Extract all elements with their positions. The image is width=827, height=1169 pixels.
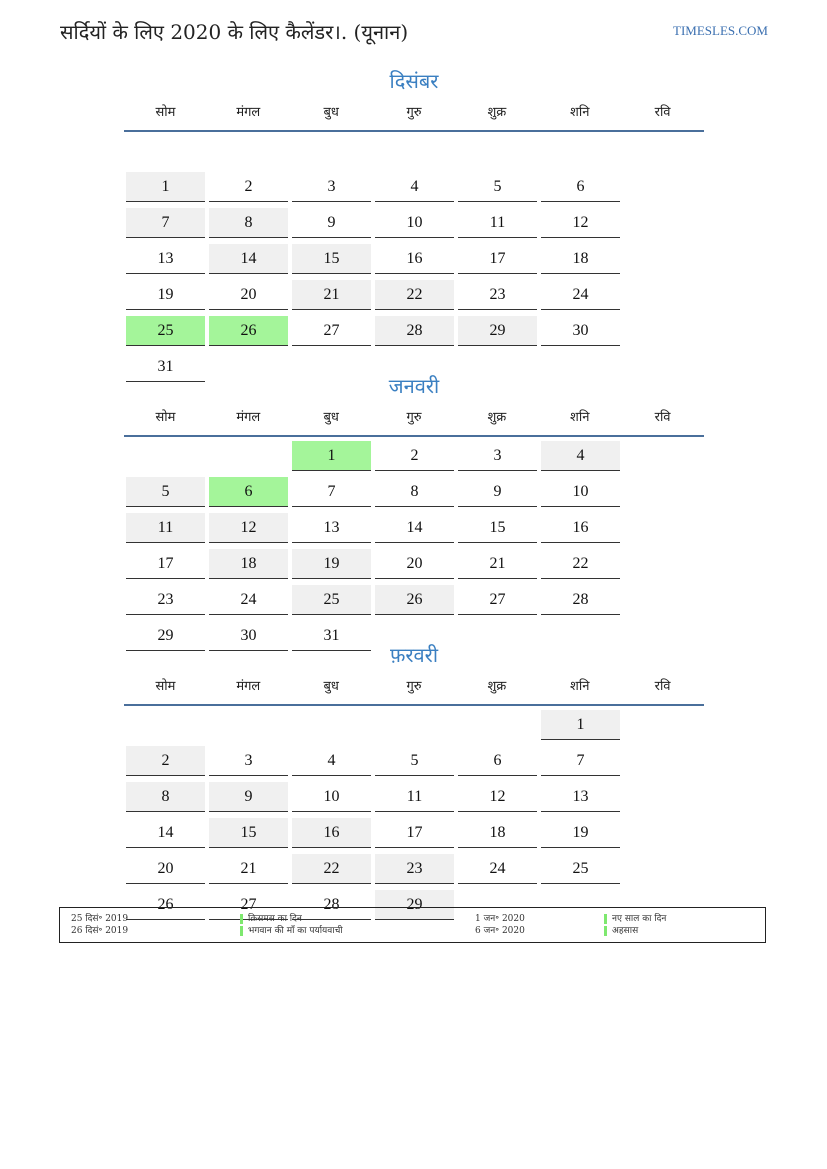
day-cell: 15 bbox=[209, 818, 288, 848]
legend-date: 1 जन॰ 2020 bbox=[475, 914, 525, 924]
empty-cell bbox=[375, 710, 454, 740]
day-cell: 28 bbox=[292, 890, 371, 920]
day-cell: 24 bbox=[458, 854, 537, 884]
day-cell: 18 bbox=[458, 818, 537, 848]
weekday-label: शुक्र bbox=[487, 105, 507, 120]
month-december bbox=[124, 66, 704, 388]
weekday-label: सोम bbox=[155, 410, 176, 425]
day-cell: 21 bbox=[292, 280, 371, 310]
day-cell: 10 bbox=[375, 208, 454, 238]
day-cell: 13 bbox=[292, 513, 371, 543]
day-cell: 3 bbox=[292, 172, 371, 202]
day-grid bbox=[124, 437, 704, 657]
day-cell: 13 bbox=[541, 782, 620, 812]
day-cell: 21 bbox=[209, 854, 288, 884]
day-cell: 10 bbox=[541, 477, 620, 507]
day-cell: 18 bbox=[209, 549, 288, 579]
day-cell: 17 bbox=[375, 818, 454, 848]
weekday-label: शनि bbox=[570, 105, 590, 120]
weekday-label: शुक्र bbox=[487, 679, 507, 694]
empty-cell bbox=[209, 136, 288, 166]
weekday-label: बुध bbox=[323, 410, 339, 425]
day-cell: 19 bbox=[126, 280, 205, 310]
weekday-label: रवि bbox=[654, 679, 671, 694]
day-cell: 7 bbox=[292, 477, 371, 507]
day-grid bbox=[124, 706, 704, 926]
day-cell: 19 bbox=[292, 549, 371, 579]
day-cell: 19 bbox=[541, 818, 620, 848]
day-cell: 17 bbox=[458, 244, 537, 274]
legend-holiday: नए साल का दिन bbox=[612, 914, 667, 924]
day-cell: 12 bbox=[458, 782, 537, 812]
day-cell: 2 bbox=[375, 441, 454, 471]
empty-cell bbox=[126, 441, 205, 471]
day-cell: 15 bbox=[292, 244, 371, 274]
day-cell: 27 bbox=[292, 316, 371, 346]
weekday-header bbox=[124, 407, 704, 437]
day-cell: 24 bbox=[541, 280, 620, 310]
day-cell: 16 bbox=[375, 244, 454, 274]
empty-cell bbox=[126, 710, 205, 740]
day-cell: 28 bbox=[375, 316, 454, 346]
weekday-label: मंगल bbox=[236, 105, 261, 120]
month-february bbox=[124, 640, 704, 926]
day-cell: 30 bbox=[209, 621, 288, 651]
day-cell: 23 bbox=[126, 585, 205, 615]
day-cell: 11 bbox=[375, 782, 454, 812]
legend-date: 25 दिसं॰ 2019 bbox=[71, 914, 129, 924]
legend-date: 26 दिसं॰ 2019 bbox=[71, 926, 129, 936]
day-cell: 9 bbox=[209, 782, 288, 812]
legend-marker bbox=[604, 926, 607, 936]
day-cell: 16 bbox=[292, 818, 371, 848]
month-name: जनवरी bbox=[388, 374, 440, 398]
day-cell: 8 bbox=[126, 782, 205, 812]
empty-cell bbox=[458, 710, 537, 740]
day-cell: 18 bbox=[541, 244, 620, 274]
day-cell: 14 bbox=[209, 244, 288, 274]
day-cell: 29 bbox=[126, 621, 205, 651]
day-cell: 27 bbox=[209, 890, 288, 920]
weekday-label: रवि bbox=[654, 410, 671, 425]
weekday-header bbox=[124, 676, 704, 706]
day-cell: 15 bbox=[458, 513, 537, 543]
day-cell: 9 bbox=[458, 477, 537, 507]
weekday-label: सोम bbox=[155, 105, 176, 120]
day-cell: 1 bbox=[292, 441, 371, 471]
day-cell: 2 bbox=[209, 172, 288, 202]
day-cell: 6 bbox=[541, 172, 620, 202]
legend-marker bbox=[240, 914, 243, 924]
day-cell: 20 bbox=[375, 549, 454, 579]
legend-date: 6 जन॰ 2020 bbox=[475, 926, 525, 936]
day-cell: 4 bbox=[541, 441, 620, 471]
day-cell: 26 bbox=[209, 316, 288, 346]
day-cell: 23 bbox=[458, 280, 537, 310]
legend-holiday: अहसास bbox=[612, 926, 639, 936]
legend-holiday: भगवान की माँ का पर्यायवाची bbox=[248, 926, 343, 936]
day-cell: 5 bbox=[375, 746, 454, 776]
empty-cell bbox=[292, 136, 371, 166]
month-january bbox=[124, 371, 704, 657]
day-cell: 16 bbox=[541, 513, 620, 543]
empty-cell bbox=[458, 136, 537, 166]
holiday-legend bbox=[59, 907, 766, 943]
day-cell: 2 bbox=[126, 746, 205, 776]
day-cell: 1 bbox=[126, 172, 205, 202]
day-cell: 10 bbox=[292, 782, 371, 812]
day-cell: 29 bbox=[458, 316, 537, 346]
day-cell: 9 bbox=[292, 208, 371, 238]
day-cell: 5 bbox=[458, 172, 537, 202]
day-cell: 22 bbox=[292, 854, 371, 884]
weekday-label: रवि bbox=[654, 105, 671, 120]
day-cell: 6 bbox=[209, 477, 288, 507]
day-cell: 20 bbox=[126, 854, 205, 884]
day-cell: 12 bbox=[209, 513, 288, 543]
legend-marker bbox=[604, 914, 607, 924]
weekday-label: मंगल bbox=[236, 679, 261, 694]
day-cell: 30 bbox=[541, 316, 620, 346]
weekday-label: गुरु bbox=[406, 679, 422, 694]
day-cell: 28 bbox=[541, 585, 620, 615]
legend-marker bbox=[240, 926, 243, 936]
day-cell: 1 bbox=[541, 710, 620, 740]
month-name: दिसंबर bbox=[389, 69, 439, 93]
month-name: फ़रवरी bbox=[389, 643, 439, 667]
day-cell: 20 bbox=[209, 280, 288, 310]
day-cell: 4 bbox=[292, 746, 371, 776]
day-cell: 13 bbox=[126, 244, 205, 274]
day-cell: 12 bbox=[541, 208, 620, 238]
empty-cell bbox=[209, 441, 288, 471]
page-title: सर्दियों के लिए 2020 के लिए कैलेंडर।. (यूनान) bbox=[60, 20, 409, 44]
day-cell: 22 bbox=[541, 549, 620, 579]
day-cell: 25 bbox=[541, 854, 620, 884]
day-cell: 22 bbox=[375, 280, 454, 310]
day-cell: 31 bbox=[126, 352, 205, 382]
empty-cell bbox=[292, 710, 371, 740]
legend-holiday: क्रिसमस का दिन bbox=[248, 914, 302, 924]
day-cell: 25 bbox=[292, 585, 371, 615]
weekday-label: गुरु bbox=[406, 105, 422, 120]
day-cell: 14 bbox=[126, 818, 205, 848]
site-link[interactable]: TIMESLES.COM bbox=[673, 23, 768, 38]
day-cell: 5 bbox=[126, 477, 205, 507]
day-grid bbox=[124, 132, 704, 388]
day-cell: 26 bbox=[126, 890, 205, 920]
day-cell: 26 bbox=[375, 585, 454, 615]
day-cell: 11 bbox=[126, 513, 205, 543]
day-cell: 11 bbox=[458, 208, 537, 238]
day-cell: 23 bbox=[375, 854, 454, 884]
day-cell: 17 bbox=[126, 549, 205, 579]
day-cell: 7 bbox=[126, 208, 205, 238]
day-cell: 27 bbox=[458, 585, 537, 615]
day-cell: 8 bbox=[375, 477, 454, 507]
weekday-label: शुक्र bbox=[487, 410, 507, 425]
weekday-label: बुध bbox=[323, 105, 339, 120]
day-cell: 7 bbox=[541, 746, 620, 776]
day-cell: 25 bbox=[126, 316, 205, 346]
day-cell: 8 bbox=[209, 208, 288, 238]
weekday-label: मंगल bbox=[236, 410, 261, 425]
day-cell: 14 bbox=[375, 513, 454, 543]
day-cell: 21 bbox=[458, 549, 537, 579]
empty-cell bbox=[126, 136, 205, 166]
day-cell: 31 bbox=[292, 621, 371, 651]
weekday-label: सोम bbox=[155, 679, 176, 694]
empty-cell bbox=[541, 136, 620, 166]
day-cell: 29 bbox=[375, 890, 454, 920]
day-cell: 6 bbox=[458, 746, 537, 776]
empty-cell bbox=[375, 136, 454, 166]
day-cell: 3 bbox=[209, 746, 288, 776]
weekday-label: शनि bbox=[570, 679, 590, 694]
day-cell: 4 bbox=[375, 172, 454, 202]
weekday-label: बुध bbox=[323, 679, 339, 694]
weekday-header bbox=[124, 102, 704, 132]
day-cell: 3 bbox=[458, 441, 537, 471]
day-cell: 24 bbox=[209, 585, 288, 615]
weekday-label: शनि bbox=[570, 410, 590, 425]
empty-cell bbox=[209, 710, 288, 740]
weekday-label: गुरु bbox=[406, 410, 422, 425]
